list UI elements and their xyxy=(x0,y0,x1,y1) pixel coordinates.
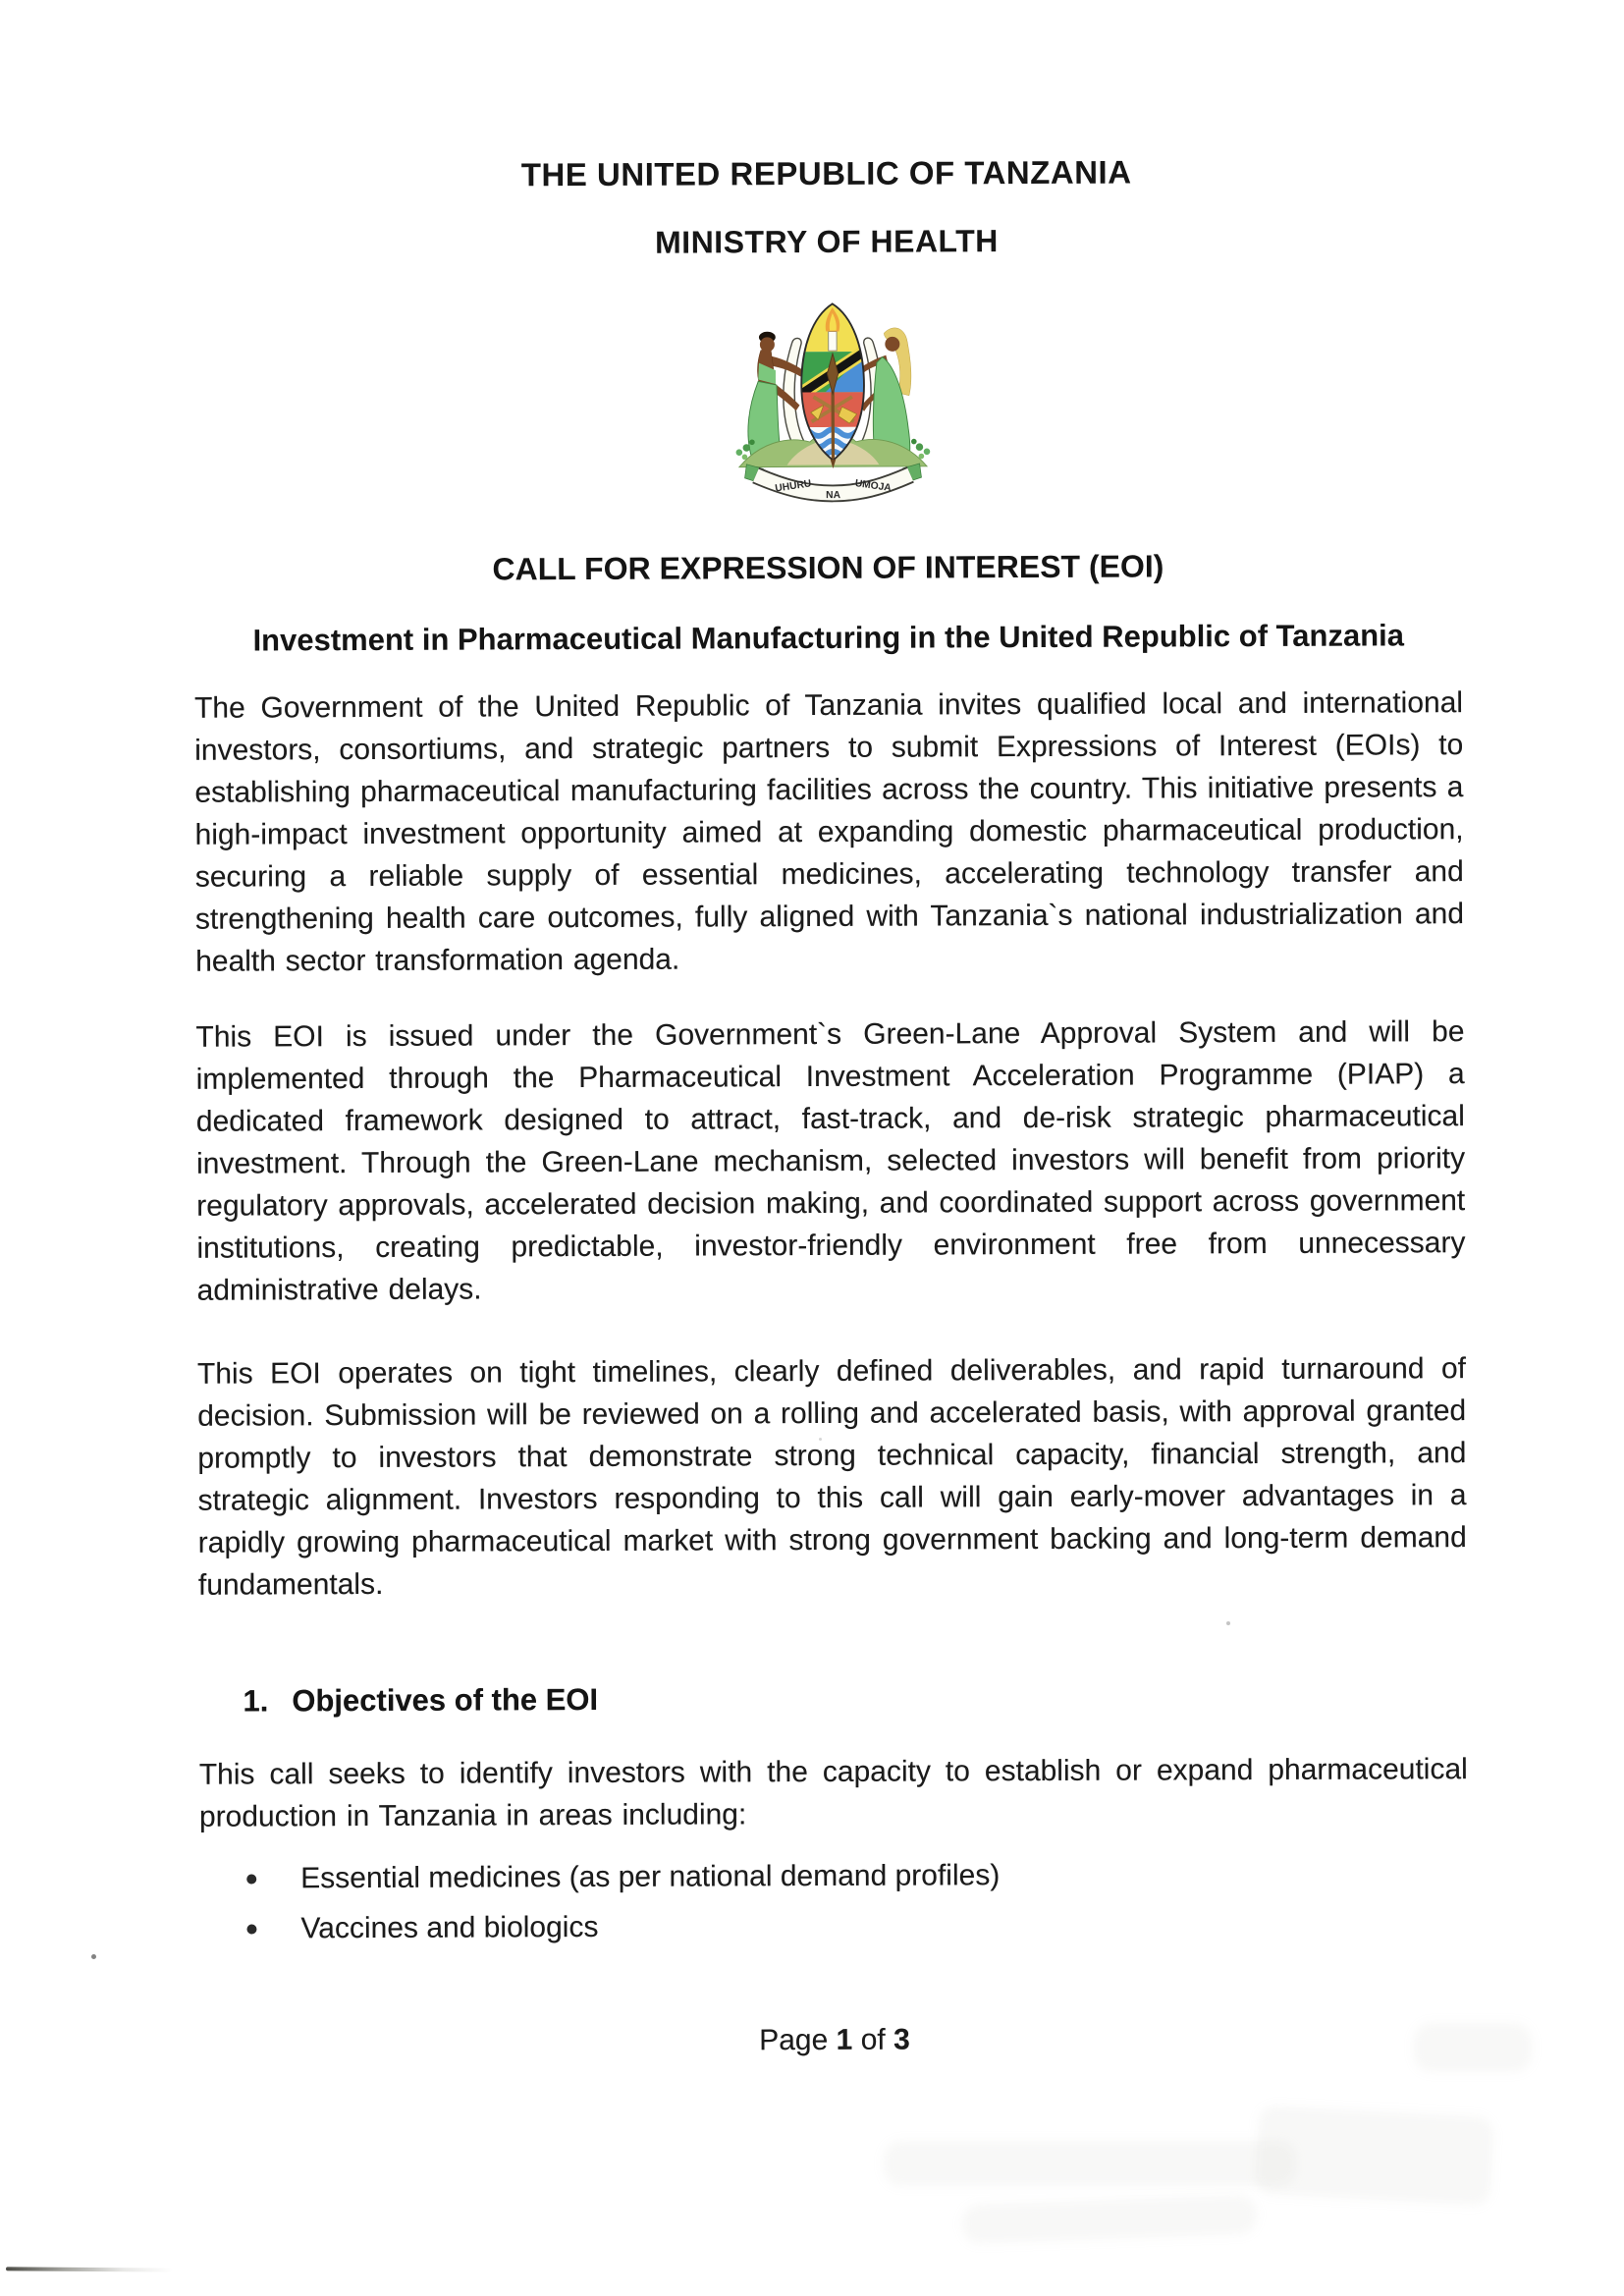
scan-ghosting xyxy=(884,2141,1296,2186)
section-number: 1. xyxy=(243,1683,269,1719)
bullet-icon xyxy=(246,1924,256,1934)
section-heading xyxy=(243,1682,598,1720)
list-item xyxy=(199,1906,1468,1947)
bullet-text: Essential medicines (as per national demand profiles) xyxy=(300,1859,1001,1895)
eoi-subtitle: Investment in Pharmaceutical Manufacturing in the United Republic of Tanzania xyxy=(252,618,1405,658)
section-intro: This call seeks to identify investors with the capacity to establish or expand pharmaceutical production in Tanzania in areas including: xyxy=(198,1753,1468,1833)
eoi-title: CALL FOR EXPRESSION OF INTEREST (EOI) xyxy=(492,548,1164,587)
paragraph-1: The Government of the United Republic of Tanzania invites qualified local and international investors, consortiums, and strategic partners to submit Expressions of Interest (EOIs) to establishing pharmaceutical manufacturing facilities across the country. This initiative presents a high-impact investment opportunity aimed at expanding domestic pharmaceutical production, securing a reliable supply of essential medicines, accelerating technology transfer and strengthening health care outcomes, fully aligned with Tanzania`s national industrialization and health sector transformation agenda. xyxy=(193,686,1465,978)
bullet-text: Vaccines and biologics xyxy=(300,1910,599,1945)
header-ministry: MINISTRY OF HEALTH xyxy=(655,223,999,260)
scan-ghosting xyxy=(1255,2105,1494,2206)
footer-page-label: Page xyxy=(759,2023,829,2057)
footer-page-number: 1 xyxy=(836,2023,853,2056)
footer-of-label: of xyxy=(860,2023,886,2056)
bullet-icon xyxy=(246,1874,256,1884)
bullet-list xyxy=(199,1856,1468,1962)
motto-middle: NA xyxy=(826,490,841,502)
header-country: THE UNITED REPUBLIC OF TANZANIA xyxy=(520,153,1132,193)
motto-right: UMOJA xyxy=(854,478,893,495)
paragraph-3: This EOI operates on tight timelines, clearly defined deliverables, and rapid turnaround of decision. Submission will be reviewed on a rolling and accelerated basis, with approval granted promptly to investors that demonstrate strong technical capacity, financial strength, and strategic alignment. Investors responding to this call will gain early-mover advantages in a rapidly growing pharmaceutical market with strong government backing and long-term demand fundamentals. xyxy=(196,1352,1467,1602)
motto-left: UHURU xyxy=(774,478,813,495)
scan-speck xyxy=(819,1438,822,1441)
section-title: Objectives of the EOI xyxy=(292,1681,599,1719)
scan-ghosting xyxy=(1414,2023,1532,2072)
coat-of-arms xyxy=(722,266,944,516)
scan-speck xyxy=(91,1954,96,1959)
list-item xyxy=(199,1856,1468,1897)
motto-banner xyxy=(745,464,922,501)
page-footer xyxy=(200,2021,1469,2060)
paragraph-2: This EOI is issued under the Government`s Green-Lane Approval System and will be implemented through the Pharmaceutical Investment Acceleration Programme (PIAP) a dedicated framework designed to attract, fast-track, and de-risk strategic pharmaceutical investment. Through the Green-Lane mechanism, selected investors will benefit from priority regulatory approvals, accelerated decision making, and coordinated support across government institutions, creating predictable, investor-friendly environment free from unnecessary administrative delays. xyxy=(195,1015,1466,1307)
scan-speck xyxy=(1226,1621,1230,1625)
footer-total-pages: 3 xyxy=(893,2023,910,2056)
